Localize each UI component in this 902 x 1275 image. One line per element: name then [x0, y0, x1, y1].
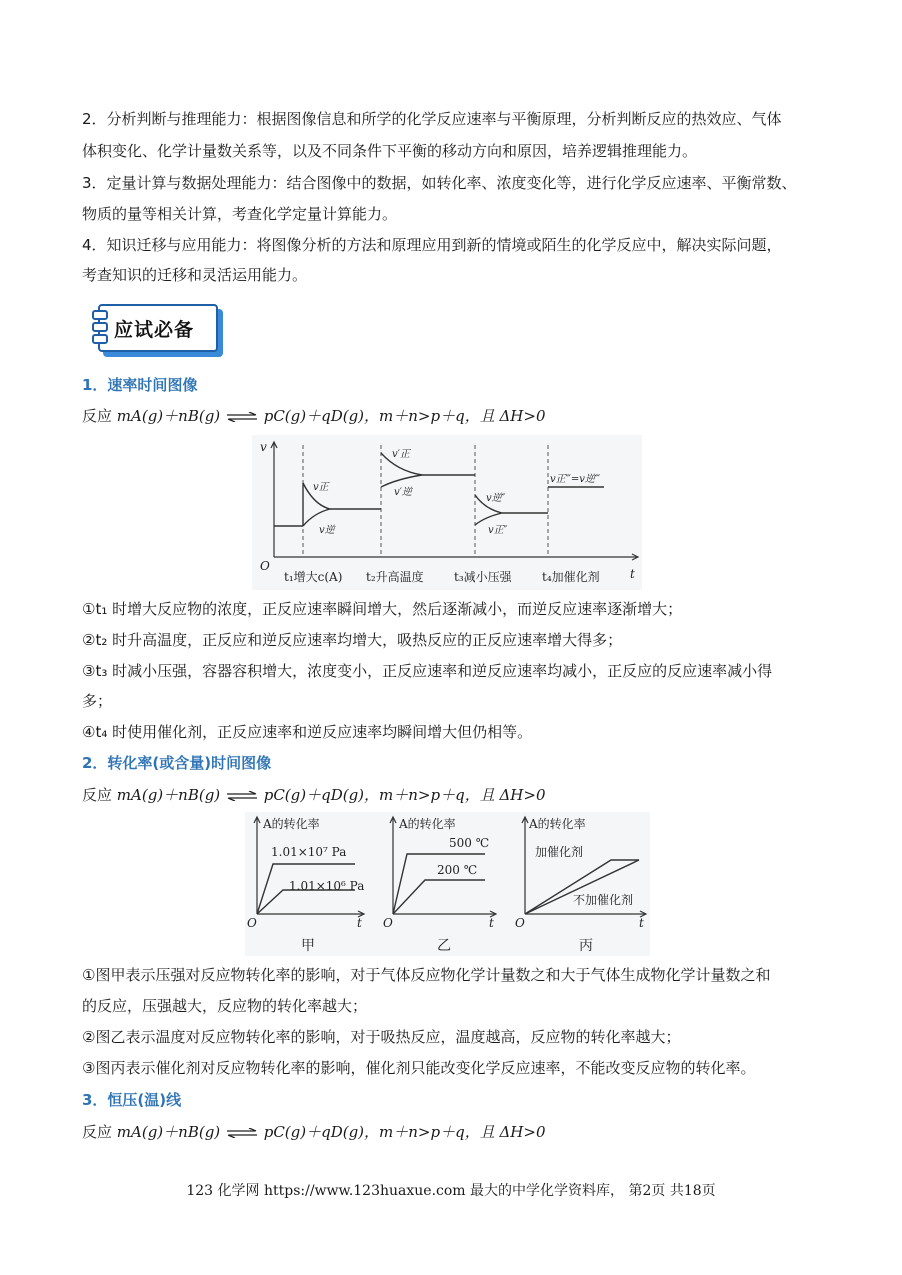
reaction-reactants: mA(g)＋nB(g) — [116, 407, 221, 425]
figure-caption-bing: 丙 — [579, 938, 593, 954]
reaction-products: pC(g)＋qD(g)，m＋n>p＋q，且 ΔH>0 — [263, 407, 546, 425]
high-temperature-label: 500 ℃ — [449, 836, 490, 850]
page-footer: 123 化学网 https://www.123huaxue.com 最大的中学化学资料库， 第2页 共18页 — [186, 1183, 716, 1199]
section-2-reaction — [82, 784, 832, 806]
section-1-item-1: ①t₁ 时增大反应物的浓度，正反应速率瞬间增大，然后逐渐减小，而逆反应速率逐渐增大； — [82, 600, 683, 618]
section-2-item-3: ③图丙表示催化剂对反应物转化率的影响，催化剂只能改变化学反应速率，不能改变反应物的转化率。 — [82, 1059, 756, 1077]
y-axis-label: v — [260, 440, 267, 454]
section-1-item-4: ④t₄ 时使用催化剂，正反应速率和逆反应速率均瞬间增大但仍相等。 — [82, 723, 533, 741]
high-pressure-label: 1.01×10⁷ Pa — [271, 845, 347, 859]
v-equal-label: v正‴=v逆‴ — [550, 474, 601, 485]
section-1-item-2: ②t₂ 时升高温度，正反应和逆反应速率均增大，吸热反应的正反应速率增大得多； — [82, 631, 623, 649]
tick-t4: t₄加催化剂 — [542, 570, 600, 584]
catalyst-label: 加催化剂 — [535, 845, 584, 859]
reaction-products: pC(g)＋qD(g)，m＋n>p＋q，且 ΔH>0 — [263, 1123, 546, 1141]
y-axis-label: A的转化率 — [399, 817, 456, 831]
reaction-prefix: 反应 — [82, 1123, 113, 1141]
origin-label: O — [247, 916, 257, 930]
badge-label: 应试必备 — [114, 319, 195, 341]
tick-t1: t₁增大c(A) — [284, 570, 343, 584]
rate-time-figure — [252, 435, 642, 590]
v-reverse-label: v逆 — [319, 525, 335, 536]
y-axis-label: A的转化率 — [263, 817, 320, 831]
paragraph-2-line-1: 2．分析判断与推理能力：根据图像信息和所学的化学反应速率与平衡原理，分析判断反应的热效应、气体 — [82, 110, 782, 128]
reaction-reactants: mA(g)＋nB(g) — [116, 786, 221, 804]
section-1-heading: 1．速率时间图像 — [82, 376, 198, 394]
origin-label: O — [515, 916, 525, 930]
section-2-item-1-line-1: ①图甲表示压强对反应物转化率的影响，对于气体反应物化学计量数之和大于气体生成物化学计量数之和 — [82, 966, 771, 984]
figure-caption-jia: 甲 — [301, 938, 315, 954]
low-temperature-label: 200 ℃ — [437, 863, 478, 877]
reaction-prefix: 反应 — [82, 407, 113, 425]
section-1-reaction — [82, 405, 832, 427]
no-catalyst-label: 不加催化剂 — [573, 893, 634, 907]
section-1-item-3-line-1: ③t₃ 时减小压强，容器容积增大，浓度变小，正反应速率和逆反应速率均减小，正反应的反应速率减小得 — [82, 662, 773, 680]
figure-caption-yi: 乙 — [437, 938, 451, 954]
low-pressure-label: 1.01×10⁶ Pa — [289, 879, 365, 893]
paragraph-4-line-1: 4．知识迁移与应用能力：将图像分析的方法和原理应用到新的情境或陌生的化学反应中，解决实际问题， — [82, 236, 782, 254]
section-2-item-1-line-2: 的反应，压强越大，反应物的转化率越大； — [82, 997, 368, 1015]
x-axis-label: t — [639, 916, 644, 930]
section-1-item-3-line-2: 多； — [82, 692, 113, 710]
section-3-heading: 3．恒压(温)线 — [82, 1091, 182, 1109]
v-forward-prime-label: v′正 — [392, 449, 410, 460]
section-3-reaction — [82, 1121, 832, 1143]
y-axis-label: A的转化率 — [529, 817, 586, 831]
paragraph-4-line-2: 考查知识的迁移和灵活运用能力。 — [82, 266, 308, 284]
paragraph-2-line-2: 体积变化、化学计量数关系等，以及不同条件下平衡的移动方向和原因，培养逻辑推理能力。 — [82, 142, 698, 160]
x-axis-label: t — [357, 916, 362, 930]
conversion-time-figures — [245, 812, 650, 956]
reaction-reactants: mA(g)＋nB(g) — [116, 1123, 221, 1141]
tick-t3: t₃减小压强 — [454, 570, 512, 584]
section-2-item-2: ②图乙表示温度对反应物转化率的影响，对于吸热反应，温度越高，反应物的转化率越大； — [82, 1028, 681, 1046]
v-reverse-prime-label: v′逆 — [394, 487, 412, 498]
tick-t2: t₂升高温度 — [366, 570, 424, 584]
binder-ring-icon — [92, 310, 108, 320]
equilibrium-arrow-icon — [225, 1128, 259, 1138]
equilibrium-arrow-icon — [225, 412, 259, 422]
section-badge — [92, 302, 222, 354]
x-axis-label: t — [630, 567, 635, 581]
origin-label: O — [260, 559, 270, 573]
binder-ring-icon — [92, 322, 108, 332]
paragraph-3-line-2: 物质的量等相关计算，考查化学定量计算能力。 — [82, 205, 398, 223]
v-forward-double-prime-label: v正″ — [488, 525, 508, 536]
section-2-heading: 2．转化率(或含量)时间图像 — [82, 754, 272, 772]
reaction-products: pC(g)＋qD(g)，m＋n>p＋q，且 ΔH>0 — [263, 786, 546, 804]
figure-background — [252, 435, 642, 590]
equilibrium-arrow-icon — [225, 791, 259, 801]
v-forward-label: v正 — [313, 482, 329, 493]
x-axis-label: t — [489, 916, 494, 930]
binder-ring-icon — [92, 334, 108, 344]
origin-label: O — [383, 916, 393, 930]
reaction-prefix: 反应 — [82, 786, 113, 804]
paragraph-3-line-1: 3．定量计算与数据处理能力：结合图像中的数据，如转化率、浓度变化等，进行化学反应速率、平衡常数、 — [82, 174, 797, 192]
v-reverse-double-prime-label: v逆″ — [486, 493, 506, 504]
